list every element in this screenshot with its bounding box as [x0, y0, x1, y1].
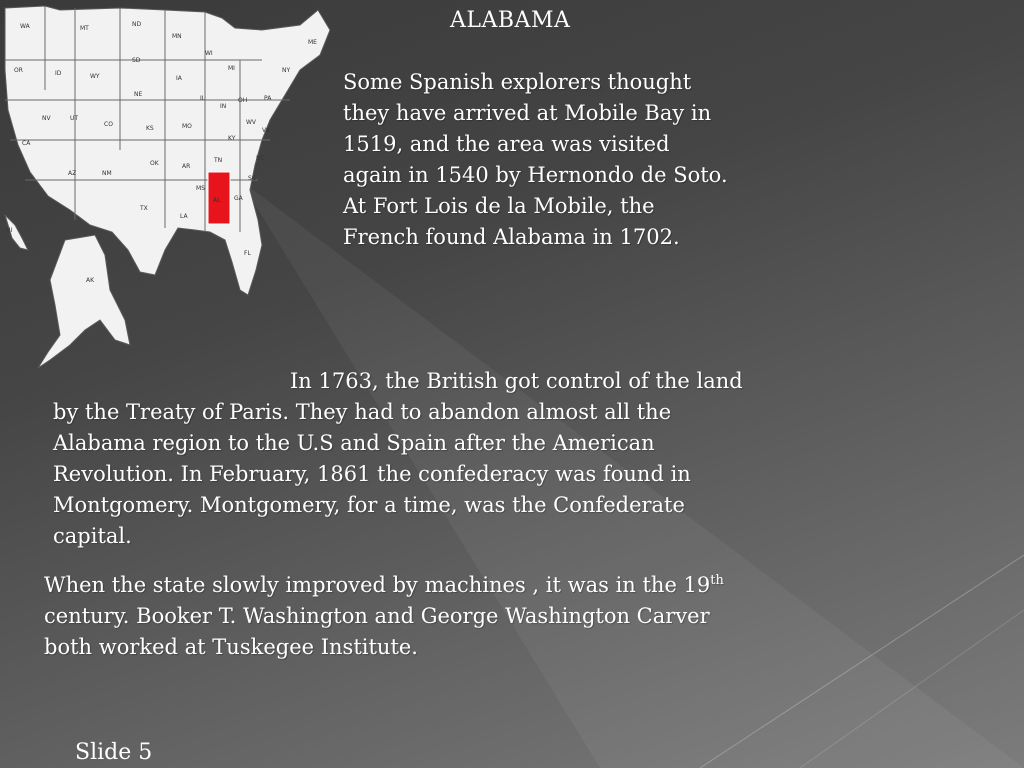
- svg-text:NY: NY: [282, 67, 291, 74]
- svg-text:IL: IL: [200, 95, 206, 102]
- svg-text:VA: VA: [262, 127, 270, 134]
- svg-text:GA: GA: [234, 195, 243, 202]
- svg-text:IA: IA: [176, 75, 182, 82]
- svg-text:CA: CA: [22, 140, 31, 147]
- svg-text:CO: CO: [104, 121, 113, 128]
- paragraph-early-history: Some Spanish explorers thought they have arrived at Mobile Bay in 1519, and the area was visited again in 1540 by Hernondo de Soto. At Fort Lois de la Mobile, the French found Alabama in 1702.: [343, 70, 728, 249]
- svg-text:PA: PA: [264, 95, 272, 102]
- svg-text:MS: MS: [196, 185, 205, 192]
- us-mainland: [5, 6, 330, 295]
- svg-text:KY: KY: [228, 135, 236, 142]
- alaska-shape: [38, 235, 130, 368]
- svg-text:SD: SD: [132, 57, 141, 64]
- svg-text:AK: AK: [86, 277, 95, 284]
- svg-text:ID: ID: [55, 70, 62, 77]
- svg-text:MI: MI: [228, 65, 235, 72]
- svg-text:TN: TN: [214, 157, 223, 164]
- alabama-map-label: AL: [213, 197, 221, 204]
- slide-title: ALABAMA: [450, 8, 571, 33]
- svg-text:NV: NV: [42, 115, 51, 122]
- svg-text:MT: MT: [80, 25, 89, 32]
- paragraph-british-confederacy: In 1763, the British got control of the land by the Treaty of Paris. They had to abandon almost all the Alabama region to the U.S and Spain after the American Revolution. In February, 1861 the confederacy was found in Montgomery. Montgomery, for a time, was the Confederate capital.: [53, 369, 743, 548]
- svg-text:LA: LA: [180, 213, 188, 220]
- svg-text:UT: UT: [70, 115, 79, 122]
- svg-text:ME: ME: [308, 39, 317, 46]
- svg-text:OR: OR: [14, 67, 23, 74]
- svg-text:MN: MN: [172, 33, 182, 40]
- us-map: [0, 0, 335, 372]
- svg-text:FL: FL: [244, 250, 251, 257]
- svg-text:AR: AR: [182, 163, 191, 170]
- paragraph3-text-start: When the state slowly improved by machines , it was in the 19: [44, 573, 711, 597]
- ordinal-superscript: th: [710, 573, 724, 588]
- svg-text:IN: IN: [220, 103, 227, 110]
- svg-text:NM: NM: [102, 170, 112, 177]
- svg-text:AZ: AZ: [68, 170, 77, 177]
- svg-text:WA: WA: [20, 23, 30, 30]
- svg-text:SC: SC: [248, 175, 256, 182]
- paragraph3-text-end: century. Booker T. Washington and George Washington Carver both worked at Tuskegee Institute.: [44, 604, 710, 659]
- svg-text:TX: TX: [140, 205, 148, 212]
- svg-text:KS: KS: [146, 125, 154, 132]
- slide-number: Slide 5: [75, 740, 153, 765]
- svg-text:OK: OK: [150, 160, 159, 167]
- svg-text:WV: WV: [246, 119, 257, 126]
- svg-text:OH: OH: [238, 97, 248, 104]
- svg-text:WI: WI: [205, 50, 213, 57]
- svg-text:WY: WY: [90, 73, 100, 80]
- svg-text:NC: NC: [256, 155, 265, 162]
- paragraph-19th-century: [44, 570, 754, 663]
- svg-text:ND: ND: [132, 21, 142, 28]
- svg-text:MO: MO: [182, 123, 192, 130]
- svg-text:NE: NE: [134, 91, 143, 98]
- svg-text:HI: HI: [6, 227, 13, 234]
